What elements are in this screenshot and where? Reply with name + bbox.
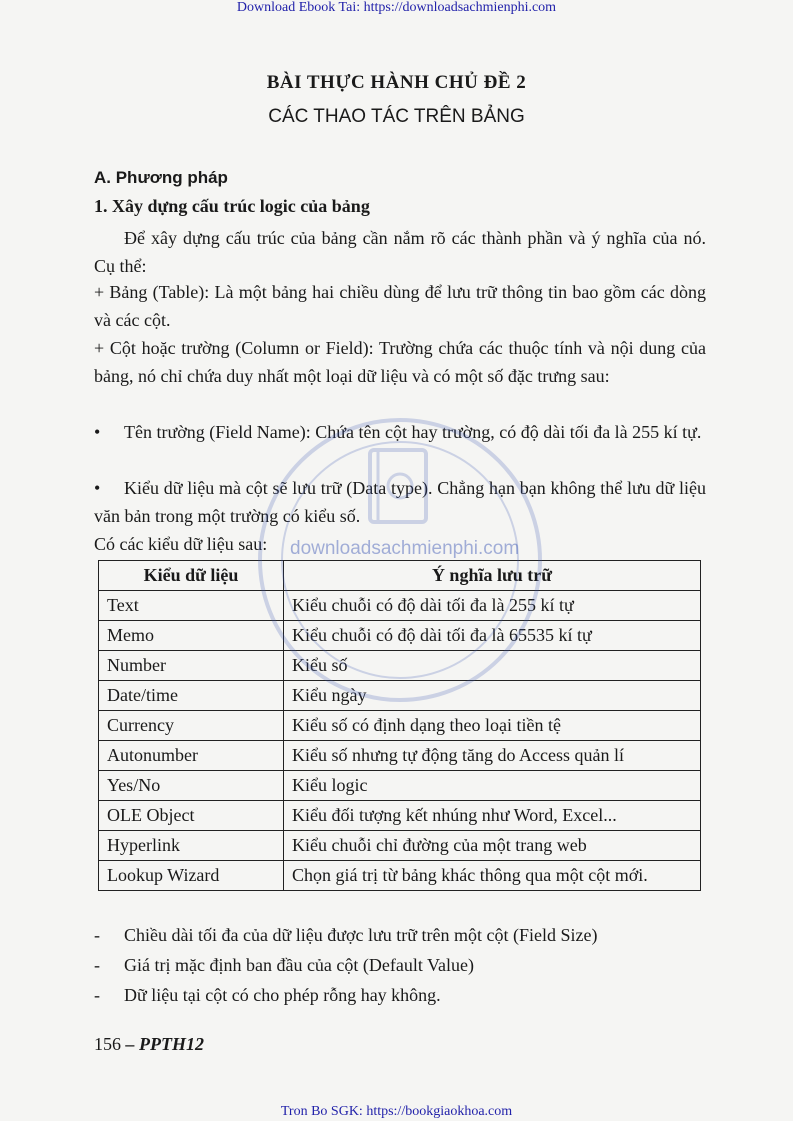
dash-symbol: - [94, 955, 100, 975]
paragraph-table: + Bảng (Table): Là một bảng hai chiều dùng để lưu trữ thông tin bao gồm các dòng và các cột. [94, 282, 706, 330]
list-item-text: Dữ liệu tại cột có cho phép rỗng hay không. [124, 985, 441, 1005]
table-cell-type: Date/time [99, 681, 284, 711]
list-item-text: Chiều dài tối đa của dữ liệu được lưu trữ trên một cột (Field Size) [124, 925, 598, 945]
table-row [99, 711, 701, 741]
list-item [94, 950, 706, 980]
table-cell-type: Currency [99, 711, 284, 741]
table-cell-meaning: Kiểu ngày [284, 681, 701, 711]
table-row [99, 741, 701, 771]
table-cell-meaning: Kiểu logic [284, 771, 701, 801]
list-item [94, 920, 706, 950]
table-cell-meaning: Kiểu số có định dạng theo loại tiền tệ [284, 711, 701, 741]
section-a-heading: A. Phương pháp [94, 168, 228, 187]
table-header-cell: Kiểu dữ liệu [99, 561, 284, 591]
paragraph-types-intro: Có các kiểu dữ liệu sau: [94, 534, 268, 554]
bullet-symbol: • [94, 478, 101, 498]
field-properties-list [94, 920, 706, 1010]
page-code: – PPTH12 [125, 1034, 204, 1054]
footer-sgk-link[interactable]: Tron Bo SGK: https://bookgiaokhoa.com [280, 1104, 513, 1119]
table-cell-type: Lookup Wizard [99, 861, 284, 891]
table-cell-meaning: Kiểu chuỗi chỉ đường của một trang web [284, 831, 701, 861]
table-cell-type: Yes/No [99, 771, 284, 801]
watermark-seal-icon [250, 410, 550, 710]
list-item-text: Giá trị mặc định ban đầu của cột (Default Value) [124, 955, 475, 975]
table-cell-type: Hyperlink [99, 831, 284, 861]
bullet-field-name-text: Tên trường (Field Name): Chứa tên cột hay trường, có độ dài tối đa là 255 kí tự. [124, 422, 702, 442]
table-cell-type: Text [99, 591, 284, 621]
watermark-text: downloadsachmienphi.com [290, 538, 520, 559]
list-item [94, 980, 706, 1010]
dash-symbol: - [94, 985, 100, 1005]
table-cell-type: Autonumber [99, 741, 284, 771]
table-cell-meaning: Kiểu số nhưng tự động tăng do Access quản lí [284, 741, 701, 771]
header-download-link[interactable]: Download Ebook Tai: https://downloadsachmienphi.com [236, 0, 557, 15]
table-cell-meaning: Kiểu chuỗi có độ dài tối đa là 65535 kí tự [284, 621, 701, 651]
bullet-data-type-text: Kiểu dữ liệu mà cột sẽ lưu trữ (Data type). Chẳng hạn bạn không thể lưu dữ liệu văn bản trong một trường có kiểu số. [94, 478, 706, 526]
section-1-heading: 1. Xây dựng cấu trúc logic của bảng [94, 196, 370, 216]
dash-symbol: - [94, 925, 100, 945]
page-number: 156 [94, 1034, 121, 1054]
table-row [99, 831, 701, 861]
paragraph-intro: Để xây dựng cấu trúc của bảng cần nắm rõ các thành phần và ý nghĩa của nó. Cụ thể: [94, 228, 706, 276]
table-cell-type: Memo [99, 621, 284, 651]
table-cell-meaning: Kiểu chuỗi có độ dài tối đa là 255 kí tự [284, 591, 701, 621]
table-cell-meaning: Kiểu đối tượng kết nhúng như Word, Excel... [284, 801, 701, 831]
page-subtitle: CÁC THAO TÁC TRÊN BẢNG [268, 106, 525, 127]
page-title: BÀI THỰC HÀNH CHỦ ĐỀ 2 [266, 72, 527, 93]
table-cell-meaning: Chọn giá trị từ bảng khác thông qua một cột mới. [284, 861, 701, 891]
table-cell-type: OLE Object [99, 801, 284, 831]
bullet-symbol: • [94, 422, 101, 442]
table-cell-type: Number [99, 651, 284, 681]
table-cell-meaning: Kiểu số [284, 651, 701, 681]
table-row [99, 861, 701, 891]
paragraph-column: + Cột hoặc trường (Column or Field): Trường chứa các thuộc tính và nội dung của bảng, nó chỉ chứa duy nhất một loại dữ liệu và có một số đặc trưng sau: [94, 338, 706, 386]
page-footer-number [94, 1034, 204, 1055]
table-row [99, 801, 701, 831]
table-row [99, 771, 701, 801]
table-header-cell: Ý nghĩa lưu trữ [284, 561, 701, 591]
